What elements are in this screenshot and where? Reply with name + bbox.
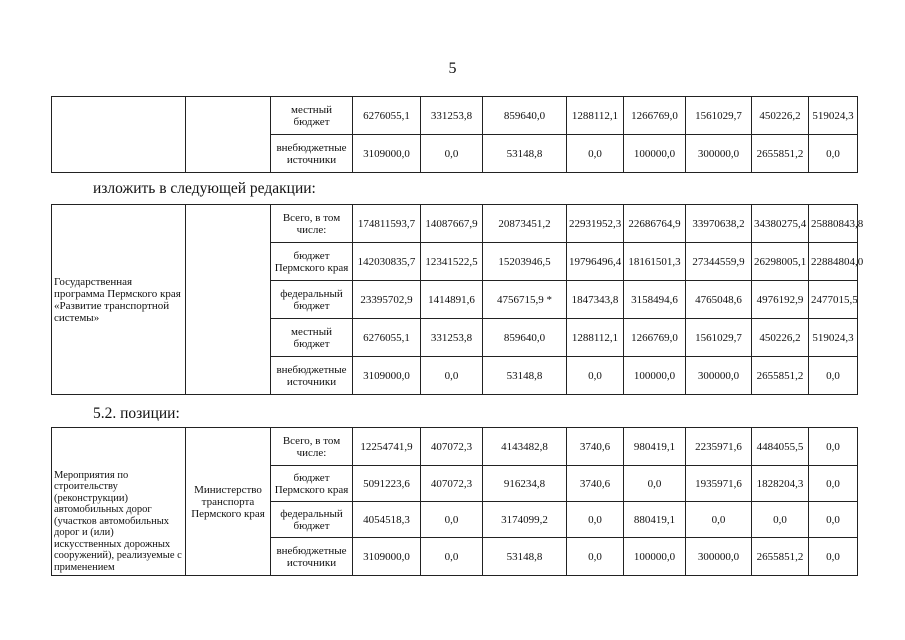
value-cell: 0,0 <box>752 502 809 538</box>
value-cell: 1828204,3 <box>752 466 809 502</box>
value-cell: 1414891,6 <box>421 281 483 319</box>
value-cell: 26298005,1 <box>752 243 809 281</box>
value-cell: 1935971,6 <box>686 466 752 502</box>
value-cell: 3109000,0 <box>353 135 421 173</box>
heading-positions: 5.2. позиции: <box>93 405 180 422</box>
value-cell: 25880843,8 <box>809 205 858 243</box>
value-cell: 22931952,3 <box>567 205 624 243</box>
value-cell: 0,0 <box>567 135 624 173</box>
value-cell: 4756715,9 * <box>483 281 567 319</box>
value-cell: 33970638,2 <box>686 205 752 243</box>
table-row <box>52 205 858 243</box>
value-cell: 1288112,1 <box>567 319 624 357</box>
value-cell: 407072,3 <box>421 428 483 466</box>
value-cell: 20873451,2 <box>483 205 567 243</box>
value-cell: 859640,0 <box>483 319 567 357</box>
value-cell: 859640,0 <box>483 97 567 135</box>
value-cell: 0,0 <box>686 502 752 538</box>
value-cell: 6276055,1 <box>353 319 421 357</box>
value-cell: 23395702,9 <box>353 281 421 319</box>
page-number: 5 <box>448 60 457 77</box>
value-cell: 0,0 <box>809 135 858 173</box>
value-cell: 4976192,9 <box>752 281 809 319</box>
value-cell: 1847343,8 <box>567 281 624 319</box>
value-cell: 980419,1 <box>624 428 686 466</box>
value-cell: 0,0 <box>809 538 858 576</box>
source-label: внебюджетные источники <box>271 357 353 395</box>
value-cell: 22884804,0 <box>809 243 858 281</box>
value-cell: 18161501,3 <box>624 243 686 281</box>
value-cell: 2655851,2 <box>752 135 809 173</box>
table-row <box>52 97 858 135</box>
value-cell: 53148,8 <box>483 538 567 576</box>
value-cell: 2655851,2 <box>752 357 809 395</box>
value-cell: 12254741,9 <box>353 428 421 466</box>
value-cell: 2477015,5 <box>809 281 858 319</box>
value-cell: 1561029,7 <box>686 319 752 357</box>
value-cell: 331253,8 <box>421 319 483 357</box>
source-label: внебюджетные источники <box>271 135 353 173</box>
program-name: Государственная программа Пермского края «Развитие транспортной системы» <box>52 205 186 395</box>
value-cell: 142030835,7 <box>353 243 421 281</box>
value-cell: 34380275,4 <box>752 205 809 243</box>
value-cell: 174811593,7 <box>353 205 421 243</box>
value-cell: 0,0 <box>809 466 858 502</box>
value-cell: 0,0 <box>567 502 624 538</box>
value-cell: 1288112,1 <box>567 97 624 135</box>
table-continuation <box>51 96 858 173</box>
source-label: бюджет Пермского края <box>271 243 353 281</box>
value-cell: 3740,6 <box>567 466 624 502</box>
value-cell: 15203946,5 <box>483 243 567 281</box>
value-cell: 100000,0 <box>624 538 686 576</box>
responsible-authority: Министерство транспорта Пермского края <box>186 428 271 576</box>
value-cell: 53148,8 <box>483 357 567 395</box>
value-cell: 14087667,9 <box>421 205 483 243</box>
value-cell: 22686764,9 <box>624 205 686 243</box>
value-cell: 100000,0 <box>624 357 686 395</box>
value-cell: 2655851,2 <box>752 538 809 576</box>
value-cell: 0,0 <box>567 357 624 395</box>
source-label: бюджет Пермского края <box>271 466 353 502</box>
value-cell: 0,0 <box>624 466 686 502</box>
value-cell: 1266769,0 <box>624 319 686 357</box>
value-cell: 53148,8 <box>483 135 567 173</box>
value-cell: 3109000,0 <box>353 357 421 395</box>
value-cell: 0,0 <box>421 538 483 576</box>
value-cell: 2235971,6 <box>686 428 752 466</box>
value-cell: 12341522,5 <box>421 243 483 281</box>
value-cell: 3109000,0 <box>353 538 421 576</box>
value-cell: 0,0 <box>421 502 483 538</box>
source-label: местный бюджет <box>271 319 353 357</box>
source-label: Всего, в том числе: <box>271 428 353 466</box>
value-cell: 4765048,6 <box>686 281 752 319</box>
responsible-cell-empty <box>186 205 271 395</box>
value-cell: 880419,1 <box>624 502 686 538</box>
value-cell: 27344559,9 <box>686 243 752 281</box>
value-cell: 4143482,8 <box>483 428 567 466</box>
value-cell: 300000,0 <box>686 357 752 395</box>
value-cell: 3158494,6 <box>624 281 686 319</box>
program-cell-empty <box>52 97 186 173</box>
value-cell: 300000,0 <box>686 135 752 173</box>
value-cell: 0,0 <box>567 538 624 576</box>
value-cell: 3740,6 <box>567 428 624 466</box>
value-cell: 3174099,2 <box>483 502 567 538</box>
value-cell: 4054518,3 <box>353 502 421 538</box>
value-cell: 1561029,7 <box>686 97 752 135</box>
measure-name: Мероприятия по строительству (реконструкции) автомобильных дорог (участков автомобильных дорог и (или) искусственных дорожных сооружений), реализуемые с применением <box>52 428 186 576</box>
value-cell: 0,0 <box>809 502 858 538</box>
source-label: федеральный бюджет <box>271 502 353 538</box>
source-label: местный бюджет <box>271 97 353 135</box>
value-cell: 331253,8 <box>421 97 483 135</box>
value-cell: 300000,0 <box>686 538 752 576</box>
value-cell: 450226,2 <box>752 97 809 135</box>
value-cell: 0,0 <box>421 357 483 395</box>
value-cell: 6276055,1 <box>353 97 421 135</box>
value-cell: 1266769,0 <box>624 97 686 135</box>
source-label: внебюджетные источники <box>271 538 353 576</box>
table-program <box>51 204 864 395</box>
value-cell: 450226,2 <box>752 319 809 357</box>
source-label: Всего, в том числе: <box>271 205 353 243</box>
value-cell: 519024,3 <box>809 97 858 135</box>
value-cell: 916234,8 <box>483 466 567 502</box>
value-cell: 5091223,6 <box>353 466 421 502</box>
value-cell: 4484055,5 <box>752 428 809 466</box>
value-cell: 100000,0 <box>624 135 686 173</box>
table-row <box>52 428 858 466</box>
responsible-cell-empty <box>186 97 271 173</box>
value-cell: 407072,3 <box>421 466 483 502</box>
value-cell: 0,0 <box>809 428 858 466</box>
value-cell: 0,0 <box>421 135 483 173</box>
table-measures <box>51 427 858 576</box>
value-cell: 0,0 <box>809 357 858 395</box>
source-label: федеральный бюджет <box>271 281 353 319</box>
value-cell: 19796496,4 <box>567 243 624 281</box>
value-cell: 519024,3 <box>809 319 858 357</box>
heading-new-edition: изложить в следующей редакции: <box>93 180 316 197</box>
